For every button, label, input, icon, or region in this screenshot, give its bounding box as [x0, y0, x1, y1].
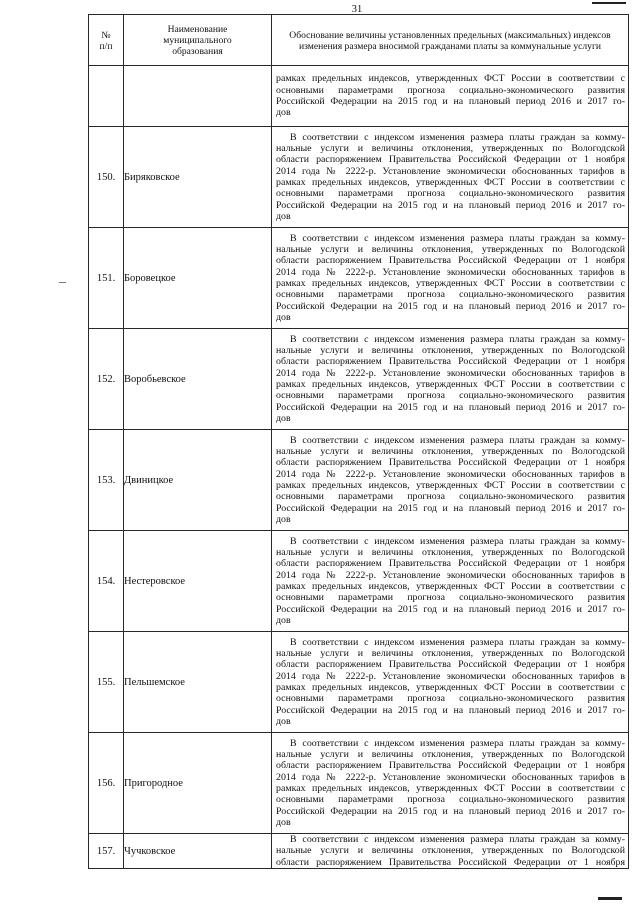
- justification-line: дов: [276, 413, 291, 425]
- page-number: 31: [351, 4, 363, 15]
- justification-line: 2014 года № 2222-р. Установление экономически обоснованных тарифов в: [276, 165, 625, 177]
- justification-line: рамках предельных индексов, утвержденных ФСТ России в соответствии с: [276, 73, 625, 85]
- justification-line: 2014 года № 2222-р. Установление экономически обоснованных тарифов в: [276, 367, 625, 379]
- justification-line: 2014 года № 2222-р. Установление экономически обоснованных тарифов в: [276, 468, 625, 480]
- table-row: [89, 329, 629, 430]
- municipality-name: Двиницкое: [124, 430, 272, 531]
- margin-mark: [59, 282, 66, 283]
- justification-line: основными параметрами прогноза социально-экономического развития: [276, 289, 625, 301]
- row-name-cell: [124, 66, 272, 127]
- table-row: [89, 127, 629, 228]
- justification-line: дов: [276, 817, 291, 829]
- table-row: [89, 430, 629, 531]
- justification-line: нальные услуги и величины отклонения, утвержденных по Вологодской: [276, 748, 625, 760]
- table-row: [89, 632, 629, 733]
- header-justification: [272, 15, 629, 66]
- justification-line: основными параметрами прогноза социально-экономического развития: [276, 84, 625, 96]
- row-justification-cell: [272, 531, 629, 632]
- justification-line: дов: [276, 615, 291, 627]
- justification-line: области распоряжением Правительства Российской Федерации от 1 ноября: [276, 356, 625, 368]
- row-justification-cell: [272, 834, 629, 869]
- justification-line: основными параметрами прогноза социально-экономического развития: [276, 794, 625, 806]
- municipality-name: Нестеровское: [124, 531, 272, 632]
- justification-text: [272, 435, 628, 526]
- row-number: 153.: [89, 430, 124, 531]
- justification-line: рамках предельных индексов, утвержденных ФСТ России в соответствии с: [276, 379, 625, 390]
- municipality-name: Пельшемское: [124, 632, 272, 733]
- table-row: [89, 228, 629, 329]
- justification-line: В соответствии с индексом изменения размера платы граждан за комму-: [290, 834, 625, 845]
- justification-line: Российской Федерации на 2015 год и на плановый период 2016 и 2017 го-: [276, 704, 625, 716]
- justification-line: нальные услуги и величины отклонения, утвержденных по Вологодской: [276, 243, 625, 255]
- justification-line: основными параметрами прогноза социально-экономического развития: [276, 693, 625, 705]
- justification-line: нальные услуги и величины отклонения, утвержденных по Вологодской: [276, 546, 625, 558]
- justification-line: нальные услуги и величины отклонения, утвержденных по Вологодской: [276, 647, 625, 659]
- justification-line: дов: [276, 211, 291, 223]
- municipality-name: Чучковское: [124, 834, 272, 869]
- justification-text: [272, 536, 628, 627]
- row-number: 150.: [89, 127, 124, 228]
- justification-line: В соответствии с индексом изменения размера платы граждан за комму-: [290, 737, 625, 749]
- justification-line: В соответствии с индексом изменения размера платы граждан за комму-: [290, 333, 625, 345]
- justification-line: дов: [276, 514, 291, 526]
- row-number: 157.: [89, 834, 124, 869]
- justification-line: В соответствии с индексом изменения размера платы граждан за комму-: [290, 131, 625, 143]
- justification-text: [272, 834, 628, 868]
- table-row: [89, 834, 629, 869]
- justification-line: рамках предельных индексов, утвержденных ФСТ России в соответствии с: [276, 783, 625, 794]
- justification-text: [272, 132, 628, 223]
- justification-line: В соответствии с индексом изменения размера платы граждан за комму-: [290, 434, 625, 446]
- justification-text: [272, 233, 628, 324]
- justification-line: области распоряжением Правительства Российской Федерации от 1 ноября: [276, 856, 625, 868]
- justification-text: [272, 738, 628, 829]
- justification-line: дов: [276, 107, 291, 119]
- justification-line: нальные услуги и величины отклонения, утвержденных по Вологодской: [276, 344, 625, 356]
- row-number: 155.: [89, 632, 124, 733]
- table-row: [89, 733, 629, 834]
- justification-line: области распоряжением Правительства Российской Федерации от 1 ноября: [276, 154, 625, 166]
- row-justification-cell: [272, 733, 629, 834]
- justification-line: Российской Федерации на 2015 год и на плановый период 2016 и 2017 го-: [276, 502, 625, 514]
- municipality-name: Воробьевское: [124, 329, 272, 430]
- row-justification-cell: [272, 66, 629, 127]
- justification-line: основными параметрами прогноза социально-экономического развития: [276, 390, 625, 402]
- row-number: 152.: [89, 329, 124, 430]
- header-justification-label: Обоснование величины установленных предельных (максимальных) индексов изменения размера вносимой гражданами платы за коммунальные услуги: [289, 29, 611, 52]
- municipal-index-table: [88, 14, 629, 869]
- municipality-name: Пригородное: [124, 733, 272, 834]
- justification-line: В соответствии с индексом изменения размера платы граждан за комму-: [290, 232, 625, 244]
- header-name-label: Наименование муниципального образования: [163, 24, 232, 57]
- justification-line: основными параметрами прогноза социально-экономического развития: [276, 491, 625, 503]
- justification-line: рамках предельных индексов, утвержденных ФСТ России в соответствии с: [276, 480, 625, 491]
- justification-line: Российской Федерации на 2015 год и на плановый период 2016 и 2017 го-: [276, 96, 625, 107]
- row-number: 151.: [89, 228, 124, 329]
- justification-line: области распоряжением Правительства Российской Федерации от 1 ноября: [276, 659, 625, 671]
- row-justification-cell: [272, 127, 629, 228]
- justification-line: рамках предельных индексов, утвержденных ФСТ России в соответствии с: [276, 682, 625, 693]
- justification-line: 2014 года № 2222-р. Установление экономически обоснованных тарифов в: [276, 670, 625, 682]
- row-justification-cell: [272, 329, 629, 430]
- row-number: 156.: [89, 733, 124, 834]
- justification-line: Российской Федерации на 2015 год и на плановый период 2016 и 2017 го-: [276, 805, 625, 817]
- justification-line: нальные услуги и величины отклонения, утвержденных по Вологодской: [276, 845, 625, 857]
- justification-line: 2014 года № 2222-р. Установление экономически обоснованных тарифов в: [276, 771, 625, 783]
- header-num: [89, 15, 124, 66]
- justification-line: рамках предельных индексов, утвержденных ФСТ России в соответствии с: [276, 177, 625, 188]
- row-num-cell: [89, 66, 124, 127]
- justification-line: Российской Федерации на 2015 год и на плановый период 2016 и 2017 го-: [276, 603, 625, 615]
- justification-line: рамках предельных индексов, утвержденных ФСТ России в соответствии с: [276, 278, 625, 289]
- table-header-row: [89, 15, 629, 66]
- justification-text: [272, 73, 628, 118]
- row-number: 154.: [89, 531, 124, 632]
- scan-mark-top: [592, 2, 626, 4]
- justification-line: В соответствии с индексом изменения размера платы граждан за комму-: [290, 535, 625, 547]
- justification-line: нальные услуги и величины отклонения, утвержденных по Вологодской: [276, 445, 625, 457]
- justification-line: дов: [276, 716, 291, 728]
- justification-line: 2014 года № 2222-р. Установление экономически обоснованных тарифов в: [276, 569, 625, 581]
- scan-mark-bottom: [598, 897, 622, 900]
- header-name: [124, 15, 272, 66]
- justification-line: 2014 года № 2222-р. Установление экономически обоснованных тарифов в: [276, 266, 625, 278]
- justification-line: области распоряжением Правительства Российской Федерации от 1 ноября: [276, 457, 625, 469]
- justification-text: [272, 334, 628, 425]
- table-row-continuation: [89, 66, 629, 127]
- justification-line: области распоряжением Правительства Российской Федерации от 1 ноября: [276, 558, 625, 570]
- justification-line: основными параметрами прогноза социально-экономического развития: [276, 188, 625, 200]
- justification-line: области распоряжением Правительства Российской Федерации от 1 ноября: [276, 760, 625, 772]
- justification-line: Российской Федерации на 2015 год и на плановый период 2016 и 2017 го-: [276, 401, 625, 413]
- justification-line: основными параметрами прогноза социально-экономического развития: [276, 592, 625, 604]
- justification-line: рамках предельных индексов, утвержденных ФСТ России в соответствии с: [276, 581, 625, 592]
- table-row: [89, 531, 629, 632]
- header-num-label: № п/п: [99, 29, 113, 52]
- row-justification-cell: [272, 228, 629, 329]
- justification-line: дов: [276, 312, 291, 324]
- municipality-name: Боровецкое: [124, 228, 272, 329]
- row-justification-cell: [272, 430, 629, 531]
- municipality-name: Биряковское: [124, 127, 272, 228]
- row-justification-cell: [272, 632, 629, 733]
- justification-line: области распоряжением Правительства Российской Федерации от 1 ноября: [276, 255, 625, 267]
- justification-line: нальные услуги и величины отклонения, утвержденных по Вологодской: [276, 142, 625, 154]
- justification-line: Российской Федерации на 2015 год и на плановый период 2016 и 2017 го-: [276, 199, 625, 211]
- justification-line: В соответствии с индексом изменения размера платы граждан за комму-: [290, 636, 625, 648]
- justification-line: Российской Федерации на 2015 год и на плановый период 2016 и 2017 го-: [276, 300, 625, 312]
- justification-text: [272, 637, 628, 728]
